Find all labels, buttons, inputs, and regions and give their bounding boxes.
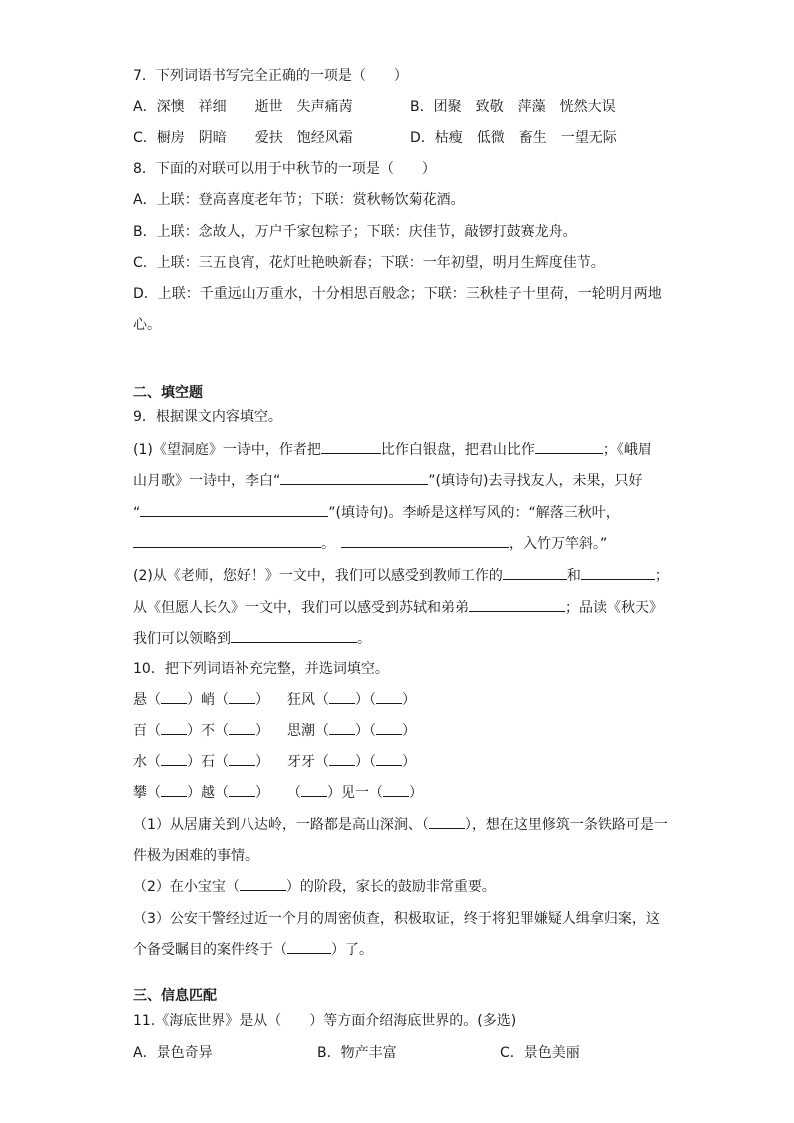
answer-blank[interactable]	[376, 690, 402, 704]
answer-blank[interactable]	[429, 815, 465, 829]
q10-text: ），想在这里修筑一条铁路可是一	[464, 817, 668, 833]
answer-blank[interactable]	[161, 783, 187, 797]
answer-blank[interactable]	[581, 565, 655, 580]
section-fill-in: 二、填空题	[133, 385, 203, 401]
answer-blank[interactable]	[161, 721, 187, 735]
q9-text: ；《峨眉	[602, 442, 652, 458]
q9-stem: 9．根据课文内容填空。	[133, 409, 282, 425]
answer-blank[interactable]	[376, 752, 402, 766]
q9-text: 。	[357, 631, 371, 647]
answer-blank[interactable]	[329, 721, 355, 735]
q10-text: 个备受瞩目的案件终于（	[133, 942, 287, 958]
q8-option-b[interactable]: B．上联：念故人，万户千家包粽子；下联：庆佳节，敲锣打鼓赛龙舟。	[133, 224, 577, 240]
q8-option-a[interactable]: A．上联：登高喜度老年节；下联：赏秋畅饮菊花酒。	[133, 192, 465, 208]
q9-text: ”(填诗句)去寻找友人，未果，只好	[428, 473, 643, 489]
q11-option-a[interactable]: A．景色奇异	[133, 1045, 213, 1061]
idiom-char: 见一	[341, 785, 369, 801]
answer-blank[interactable]	[329, 752, 355, 766]
q9-line-2	[133, 470, 642, 490]
q9-text: “	[133, 505, 141, 521]
q11-option-c[interactable]: C．景色美丽	[500, 1045, 580, 1061]
q11-stem: 11.《海底世界》是从（ ）等方面介绍海底世界的。(多选)	[133, 1013, 517, 1029]
q9-line-1	[133, 439, 652, 459]
q9-line-4	[133, 533, 607, 553]
q8-option-d[interactable]: D．上联：千重远山万重水，十分相思百般念；下联：三秋桂子十里荷，一轮明月两地	[133, 286, 662, 302]
q9-line-7	[133, 628, 371, 648]
answer-blank[interactable]	[140, 502, 328, 517]
answer-blank[interactable]	[133, 533, 321, 548]
q8-option-c[interactable]: C．上联：三五良宵，花灯吐艳映新春；下联：一年初望，明月生辉度佳节。	[133, 255, 605, 271]
q7-option-c[interactable]: C．橱房 阴暗 爱扶 饱经风霜	[133, 130, 353, 146]
q10-idiom-row: 悬（ ）峭（ ） 狂风（ ）（ ）	[133, 692, 416, 708]
answer-blank[interactable]	[280, 470, 428, 485]
answer-blank[interactable]	[376, 721, 402, 735]
q10-idiom-row: 百（ ）不（ ） 思潮（ ）（ ）	[133, 723, 416, 739]
idiom-char: 越	[201, 785, 215, 801]
answer-blank[interactable]	[161, 752, 187, 766]
idiom-char: 思潮	[287, 723, 315, 739]
answer-blank[interactable]	[240, 877, 286, 891]
answer-blank[interactable]	[301, 783, 327, 797]
q10-idiom-row: 攀（ ）越（ ） （ ）见一（ ）	[133, 785, 423, 801]
q10-sentence-1-cont: 件极为困难的事情。	[133, 848, 259, 864]
q9-line-3	[133, 502, 620, 522]
answer-blank[interactable]	[229, 783, 255, 797]
q8-stem: 8．下面的对联可以用于中秋节的一项是（ ）	[133, 161, 436, 177]
answer-blank[interactable]	[341, 533, 509, 548]
answer-blank[interactable]	[229, 721, 255, 735]
answer-blank[interactable]	[321, 439, 381, 454]
q9-text: ”(填诗句)。李峤是这样写风的：“解落三秋叶，	[328, 505, 620, 521]
q9-text: ，入竹万竿斜。”	[509, 536, 608, 552]
q7-option-a[interactable]: A．深懊 祥细 逝世 失声痛苪	[133, 99, 353, 115]
q10-idiom-row: 水（ ）石（ ） 牙牙（ ）（ ）	[133, 754, 416, 770]
idiom-char: 水	[133, 754, 147, 770]
q11-option-b[interactable]: B．物产丰富	[317, 1045, 397, 1061]
answer-blank[interactable]	[231, 628, 357, 643]
idiom-char: 石	[201, 754, 215, 770]
q9-text: ；品读《秋天》	[565, 600, 663, 616]
answer-blank[interactable]	[469, 597, 565, 612]
q10-stem: 10．把下列词语补充完整，并选词填空。	[133, 661, 389, 677]
q9-text: 。	[321, 536, 335, 552]
answer-blank[interactable]	[229, 690, 255, 704]
idiom-char: 悬	[133, 692, 147, 708]
idiom-char: 牙牙	[287, 754, 315, 770]
q8-option-d-cont: 心。	[133, 317, 161, 333]
answer-blank[interactable]	[535, 439, 603, 454]
q9-text: ；	[654, 568, 669, 584]
idiom-char: 峭	[201, 692, 215, 708]
q9-text: 从《但愿人长久》一文中，我们可以感受到苏轼和弟弟	[133, 600, 469, 616]
answer-blank[interactable]	[329, 690, 355, 704]
answer-blank[interactable]	[287, 940, 331, 954]
q7-option-b[interactable]: B．团聚 致敬 萍藻 恍然大误	[410, 99, 616, 115]
answer-blank[interactable]	[503, 565, 567, 580]
q10-text: （1）从居庸关到八达岭，一路都是高山深涧、（	[133, 817, 429, 833]
q9-line-6	[133, 597, 663, 617]
section-matching: 三、信息匹配	[133, 988, 217, 1004]
q9-text: 山月歌》一诗中，李白“	[133, 473, 281, 489]
q9-line-5	[133, 565, 669, 585]
q9-text: (2)从《老师，您好！》一文中，我们可以感受到教师工作的	[133, 568, 503, 584]
q9-text: 我们可以领略到	[133, 631, 231, 647]
idiom-char: 狂风	[287, 692, 315, 708]
q10-sentence-3: （3）公安干警经过近一个月的周密侦查，积极取证，终于将犯罪嫌疑人缉拿归案，这	[133, 911, 660, 927]
answer-blank[interactable]	[383, 783, 409, 797]
q10-sentence-1	[133, 815, 668, 835]
q7-option-d[interactable]: D．枯瘦 低微 畜生 一望无际	[410, 130, 617, 146]
q9-text: (1)《望洞庭》一诗中，作者把	[133, 442, 321, 458]
q10-text: （2）在小宝宝（	[133, 879, 240, 895]
idiom-char: 攀	[133, 785, 147, 801]
q10-sentence-3-cont	[133, 940, 373, 960]
idiom-char: 不	[201, 723, 215, 739]
q9-text: 比作白银盘，把君山比作	[380, 442, 535, 458]
idiom-char: 百	[133, 723, 147, 739]
answer-blank[interactable]	[161, 690, 187, 704]
q9-text: 和	[566, 568, 581, 584]
q7-stem: 7．下列词语书写完全正确的一项是（ ）	[133, 68, 408, 84]
answer-blank[interactable]	[229, 752, 255, 766]
q10-text: ）的阶段，家长的鼓励非常重要。	[285, 879, 496, 895]
q10-text: ）了。	[331, 942, 373, 958]
q10-sentence-2	[133, 877, 496, 897]
